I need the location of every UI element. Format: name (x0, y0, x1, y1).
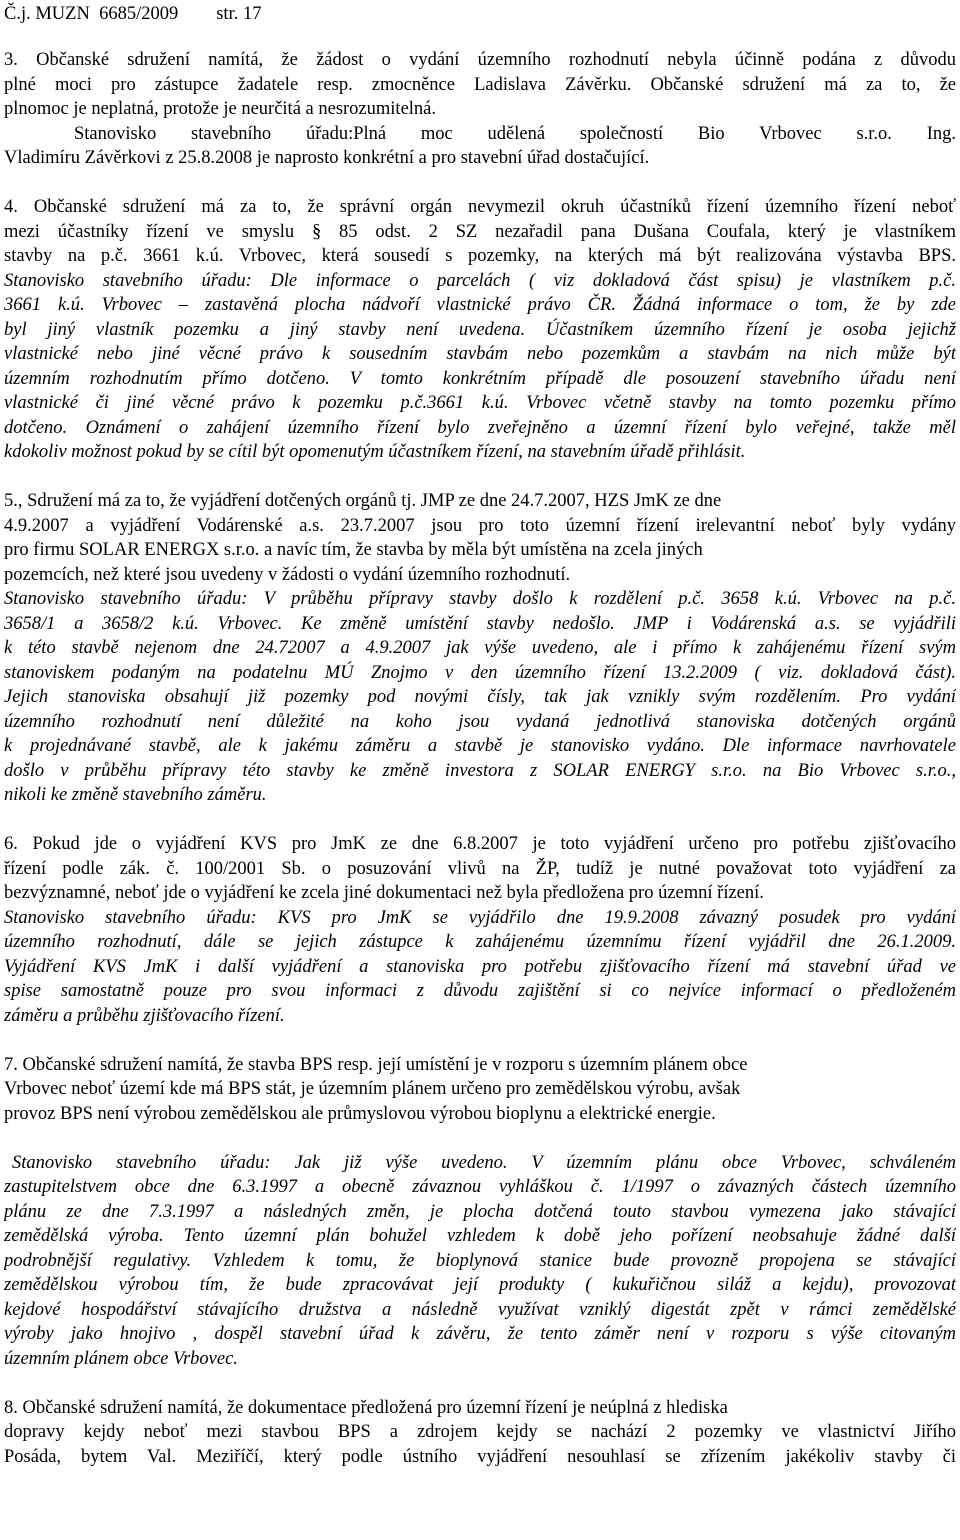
text-line: kejdové hospodářství stávajícího družstva a následně využívat vzniklý digestát zpět v rámci zemědělské (4, 1299, 956, 1320)
text-line: Vladimíru Závěrkovi z 25.8.2008 je naprosto konkrétní a pro stavební úřad dostačující. (4, 148, 650, 168)
text-line: pozemcích, než které jsou uvedeny v žádosti o vydání územního rozhodnutí. (4, 564, 571, 585)
text-line: Stanovisko stavebního úřadu: Jak již výše uvedeno. V územním plánu obce Vrbovec, schváleném (12, 1152, 956, 1173)
text-line: plné moci pro zástupce žadatele resp. zmocněnce Ladislava Závěrku. Občanské sdružení má za to, že (4, 74, 956, 95)
text-line: plnomoc je neplatná, protože je neurčitá a nesrozumitelná. (4, 99, 437, 119)
text-line: zemědělskou výrobou tím, že bude zpracovávat její produkty ( kukuřičnou siláž a kejdu), provozovat (4, 1275, 956, 1295)
text-line: řízení podle zák. č. 100/2001 Sb. o posuzování vlivů na ŽP, tudíž je nutné považovat toto vyjádření za (4, 858, 956, 879)
text-line: Vyjádření KVS JmK i další vyjádření a stanoviska pro potřebu zjišťovacího řízení má stavební úřad ve (4, 956, 956, 977)
text-line: stavby na p.č. 3661 k.ú. Vrbovec, která sousedí s pozemky, na kterých má být realizována výstavba BPS. (4, 246, 956, 266)
text-line: mezi účastníky řízení ve smyslu § 85 odst. 2 SZ nezařadil pana Dušana Coufala, který je vlastníkem (4, 221, 956, 242)
case-reference: Č.j. MUZN 6685/2009 (4, 4, 179, 24)
text-line: nikoli ke změně stavebního záměru. (4, 785, 267, 805)
text-line: spise samostatně pouze pro svou informaci z důvodu zajištění si co nejvíce informací o předloženém (4, 981, 956, 1001)
text-line: 5., Sdružení má za to, že vyjádření dotčených orgánů tj. JMP ze dne 24.7.2007, HZS JmK ze dne (4, 491, 722, 511)
text-line: záměru a průběhu zjišťovacího řízení. (4, 1005, 285, 1026)
text-line: 3. Občanské sdružení namítá, že žádost o vydání územního rozhodnutí nebyla účinně podána z důvodu (4, 50, 956, 70)
text-line: vlastnické či jiné věcné právo k pozemku p.č.3661 k.ú. Vrbovec včetně stavby na tomto pozemku přímo (4, 393, 956, 413)
text-line: 3658/1 a 3658/2 k.ú. Vrbovec. Ke změně umístění stavby nedošlo. JMP i Vodárenská a.s. se vyjádřili (4, 613, 956, 634)
text-line: výroby jako hnojivo , dospěl stavební úřad k závěru, že tento záměr není v rozporu s výše citovaným (4, 1324, 956, 1344)
text-line: podrobnější regulativy. Vzhledem k tomu, že bioplynová stanice bude provozně propojena se stávající (4, 1250, 956, 1271)
text-line: územního rozhodnutí není důležité na koho jsou vydaná jednotlivá stanoviska dotčených orgánů (4, 711, 956, 732)
text-line: k projednávané stavbě, ale k jakému záměru a stavbě je stanovisko vydáno. Dle informace navrhovatele (4, 736, 956, 756)
text-line: dotčeno. Oznámení o zahájení územního řízení bylo zveřejněno a územní řízení bylo veřejné, takže měl (4, 417, 956, 438)
text-line: 4.9.2007 a vyjádření Vodárenské a.s. 23.7.2007 jsou pro toto územní řízení irelevantní neboť byly vydány (4, 515, 956, 536)
text-line: pro firmu SOLAR ENERGX s.r.o. a navíc tím, že stavba by měla být umístěna na zcela jiných (4, 540, 703, 560)
text-line: byl jiný vlastník pozemku a jiný stavby není uvedena. Účastníkem územního řízení je osoba jejichž (4, 319, 956, 340)
text-line: stanoviskem podaným na podatelnu MÚ Znojmo v den územního řízení 13.2.2009 ( viz. dokladová část). (4, 662, 956, 683)
text-line: 4. Občanské sdružení má za to, že správní orgán nevymezil okruh účastníků řízení územního řízení neboť (4, 197, 956, 217)
text-line: územním plánem obce Vrbovec. (4, 1348, 238, 1369)
text-line: 3661 k.ú. Vrbovec – zastavěná plocha nádvoří vlastnické právo ČR. Žádná informace o tom, že by zde (4, 295, 956, 315)
text-line: územním rozhodnutím přímo dotčeno. V tomto konkrétním případě dle posouzení stavebního úřadu není (4, 368, 956, 389)
text-line: bezvýznamné, neboť jde o vyjádření ke zcela jiné dokumentaci než byla předložena pro územní řízení. (4, 883, 764, 903)
text-line: vlastnické nebo jiné věcné právo k sousedním stavbám nebo pozemkům a stavbám na nich může být (4, 344, 956, 364)
text-line: dopravy kejdy neboť mezi stavbou BPS a zdrojem kejdy se nachází 2 pozemky ve vlastnictví Jiřího (4, 1422, 956, 1442)
text-line: 7. Občanské sdružení namítá, že stavba BPS resp. její umístění je v rozporu s územním plánem obce (4, 1054, 748, 1075)
text-line: 6. Pokud jde o vyjádření KVS pro JmK ze dne 6.8.2007 je toto vyjádření určeno pro potřebu zjišťovacího (4, 834, 956, 854)
text-line: Vrbovec neboť území kde má BPS stát, je územním plánem určeno pro zemědělskou výrobu, avšak (4, 1079, 741, 1099)
text-line: plánu ze dne 7.3.1997 a následných změn, je plocha dotčená touto stavbou vymezena jako stávající (4, 1201, 956, 1222)
text-line: došlo v průběhu přípravy této stavby ke změně investora z SOLAR ENERGY s.r.o. na Bio Vrbovec s.r.o., (4, 760, 956, 781)
text-line: Jejich stanoviska obsahují již pozemky pod novými čísly, tak jak vznikly svým rozdělením. Pro vydání (4, 687, 956, 707)
text-line: Posáda, bytem Val. Meziříčí, který podle ústního vyjádření nesouhlasí se zřízením jakékoliv stavby či (4, 1446, 956, 1467)
text-line: Stanovisko stavebního úřadu:Plná moc udělená společností Bio Vrbovec s.r.o. Ing. (74, 123, 956, 144)
text-line: Stanovisko stavebního úřadu: V průběhu přípravy stavby došlo k rozdělení p.č. 3658 k.ú. Vrbovec na p.č. (4, 589, 956, 609)
text-line: zemědělská výroba. Tento územní plán bohužel vzhledem k době jeho pořízení neobsahuje žádné další (4, 1226, 956, 1246)
page-header (4, 2, 261, 26)
text-line: územního rozhodnutí, dále se jejich zástupce k zahájenému územnímu řízení vyjádřil dne 26.1.2009. (4, 932, 956, 952)
page-number: str. 17 (216, 4, 262, 24)
text-line: Stanovisko stavebního úřadu: Dle informace o parcelách ( viz dokladová část spisu) je vlastníkem p.č. (4, 270, 956, 291)
text-line: kdokoliv možnost pokud by se cítil být opomenutým účastníkem řízení, na stavebním úřadě přihlásit. (4, 442, 746, 462)
text-line: Stanovisko stavebního úřadu: KVS pro JmK se vyjádřilo dne 19.9.2008 závazný posudek pro vydání (4, 907, 956, 928)
text-line: k této stavbě nejenom dne 24.72007 a 4.9.2007 jak výše uvedeno, ale i přímo k zahájenému řízení svým (4, 638, 956, 658)
text-line: zastupitelstvem obce dne 6.3.1997 a obecně závaznou vyhláškou č. 1/1997 o závazných částech územního (4, 1177, 956, 1197)
text-line: 8. Občanské sdružení namítá, že dokumentace předložená pro územní řízení je neúplná z hlediska (4, 1397, 728, 1418)
text-line: provoz BPS není výrobou zemědělskou ale průmyslovou výrobou bioplynu a elektrické energie. (4, 1103, 716, 1124)
